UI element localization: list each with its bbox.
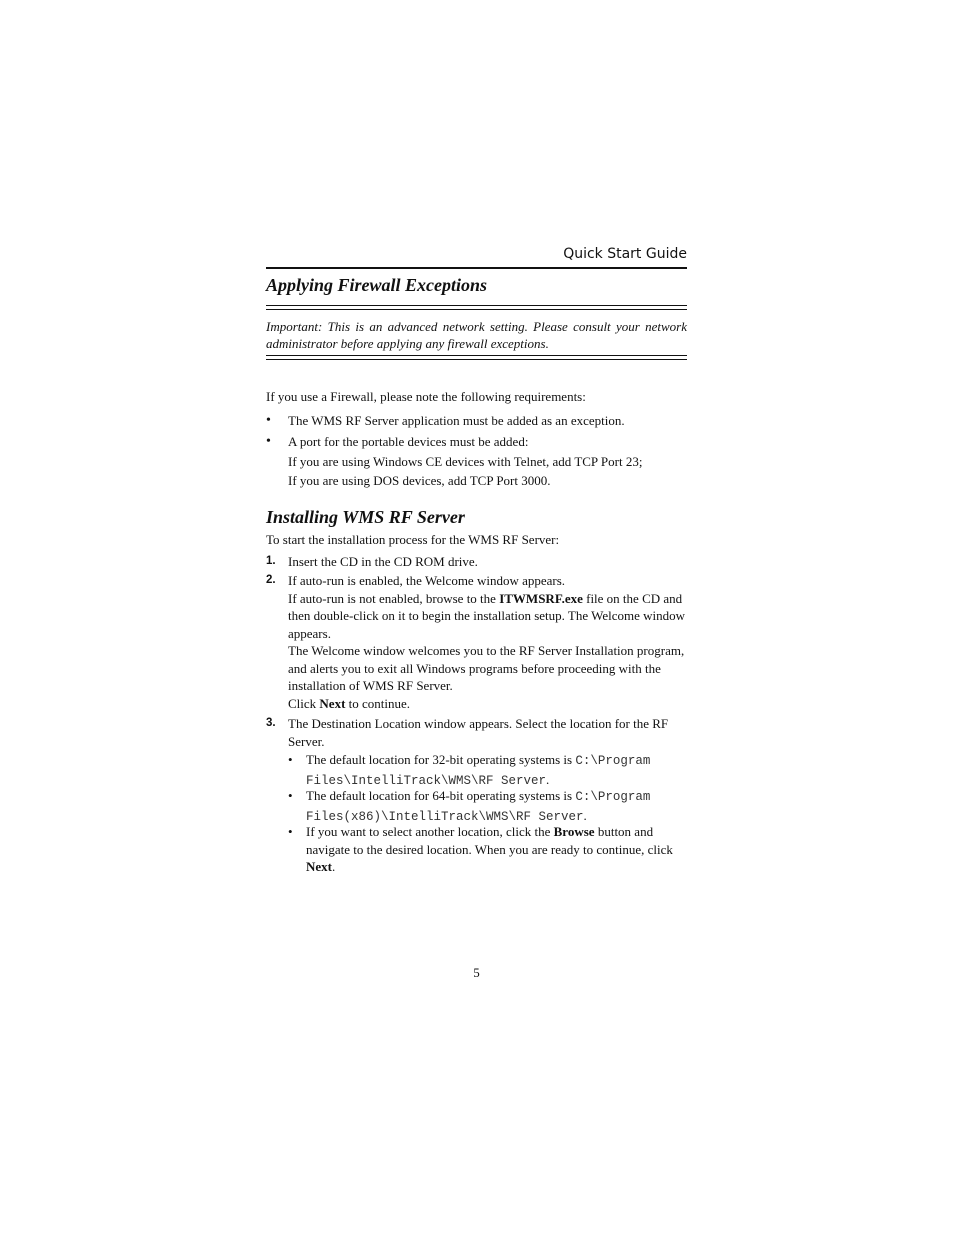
page-number: 5 (473, 965, 480, 980)
bullet-icon: • (266, 413, 271, 428)
note-rule-top-2 (266, 309, 687, 310)
next-bold: Next (306, 859, 332, 874)
step-2-line-1: If auto-run is enabled, the Welcome window appears. (288, 573, 566, 588)
note-rule-top-1 (266, 305, 687, 306)
bullet-icon: • (288, 824, 293, 839)
firewall-intro: If you use a Firewall, please note the following requirements: (266, 389, 586, 404)
sub-item-text: The default location for 32-bit operating systems is C:\Program Files\IntelliTrack\WMS\RF Server. (306, 752, 651, 788)
sub-item-64bit (288, 787, 687, 826)
sub-item-32bit (288, 751, 687, 790)
note-rule-bottom-2 (266, 359, 687, 360)
path-code: C:\Program Files(x86)\IntelliTrack\WMS\RF Server (306, 790, 651, 824)
step-number: 1. (266, 555, 276, 567)
sub-item-browse (288, 823, 687, 876)
browse-bold: Browse (553, 824, 595, 839)
step-3 (266, 715, 687, 750)
section-title-install: Installing WMS RF Server (266, 507, 465, 527)
step-text: The Destination Location window appears. Select the location for the RF Server. (288, 716, 669, 749)
bullet-icon: • (288, 752, 293, 767)
list-item-text: A port for the portable devices must be added: (288, 434, 529, 449)
list-item-text: The WMS RF Server application must be added as an exception. (288, 413, 625, 428)
step-2-line-4: Click Next to continue. (288, 695, 411, 711)
header-rule (266, 267, 687, 269)
sub-item-text: The default location for 64-bit operating systems is C:\Program Files(x86)\IntelliTrack\WMS\RF Server. (306, 788, 651, 824)
step-text (288, 572, 687, 712)
path-code: C:\Program Files\IntelliTrack\WMS\RF Server (306, 754, 651, 788)
bullet-icon: • (266, 434, 271, 449)
next-bold: Next (319, 695, 346, 711)
step-2 (266, 572, 687, 712)
step-2-line-3: The Welcome window welcomes you to the RF Server Installation program, and alerts you to exit all Windows programs before proceeding with the installation of WMS RF Server. (288, 643, 685, 693)
step-text: Insert the CD in the CD ROM drive. (288, 554, 478, 569)
important-note: Important: This is an advanced network setting. Please consult your network administrator before applying any firewall exceptions. (266, 319, 687, 351)
sub-item-text: If you want to select another location, click the Browse button and navigate to the desired location. When you are ready to continue, click Next. (306, 824, 673, 874)
section-title-firewall: Applying Firewall Exceptions (266, 275, 488, 295)
step-2-line-2: If auto-run is not enabled, browse to the ITWMSRF.exe file on the CD and then double-click on it to begin the installation setup. The Welcome window appears. (288, 590, 686, 641)
bullet-detail-dos: If you are using DOS devices, add TCP Port 3000. (288, 473, 551, 488)
install-intro: To start the installation process for the WMS RF Server: (266, 532, 560, 547)
bullet-icon: • (288, 788, 293, 803)
step-number: 2. (266, 574, 276, 586)
note-rule-bottom-1 (266, 355, 687, 356)
step-1 (266, 553, 687, 571)
running-header: Quick Start Guide (563, 246, 687, 262)
filename-bold: ITWMSRF.exe (499, 590, 583, 606)
bullet-detail-telnet: If you are using Windows CE devices with Telnet, add TCP Port 23; (288, 454, 643, 469)
step-number: 3. (266, 717, 276, 729)
